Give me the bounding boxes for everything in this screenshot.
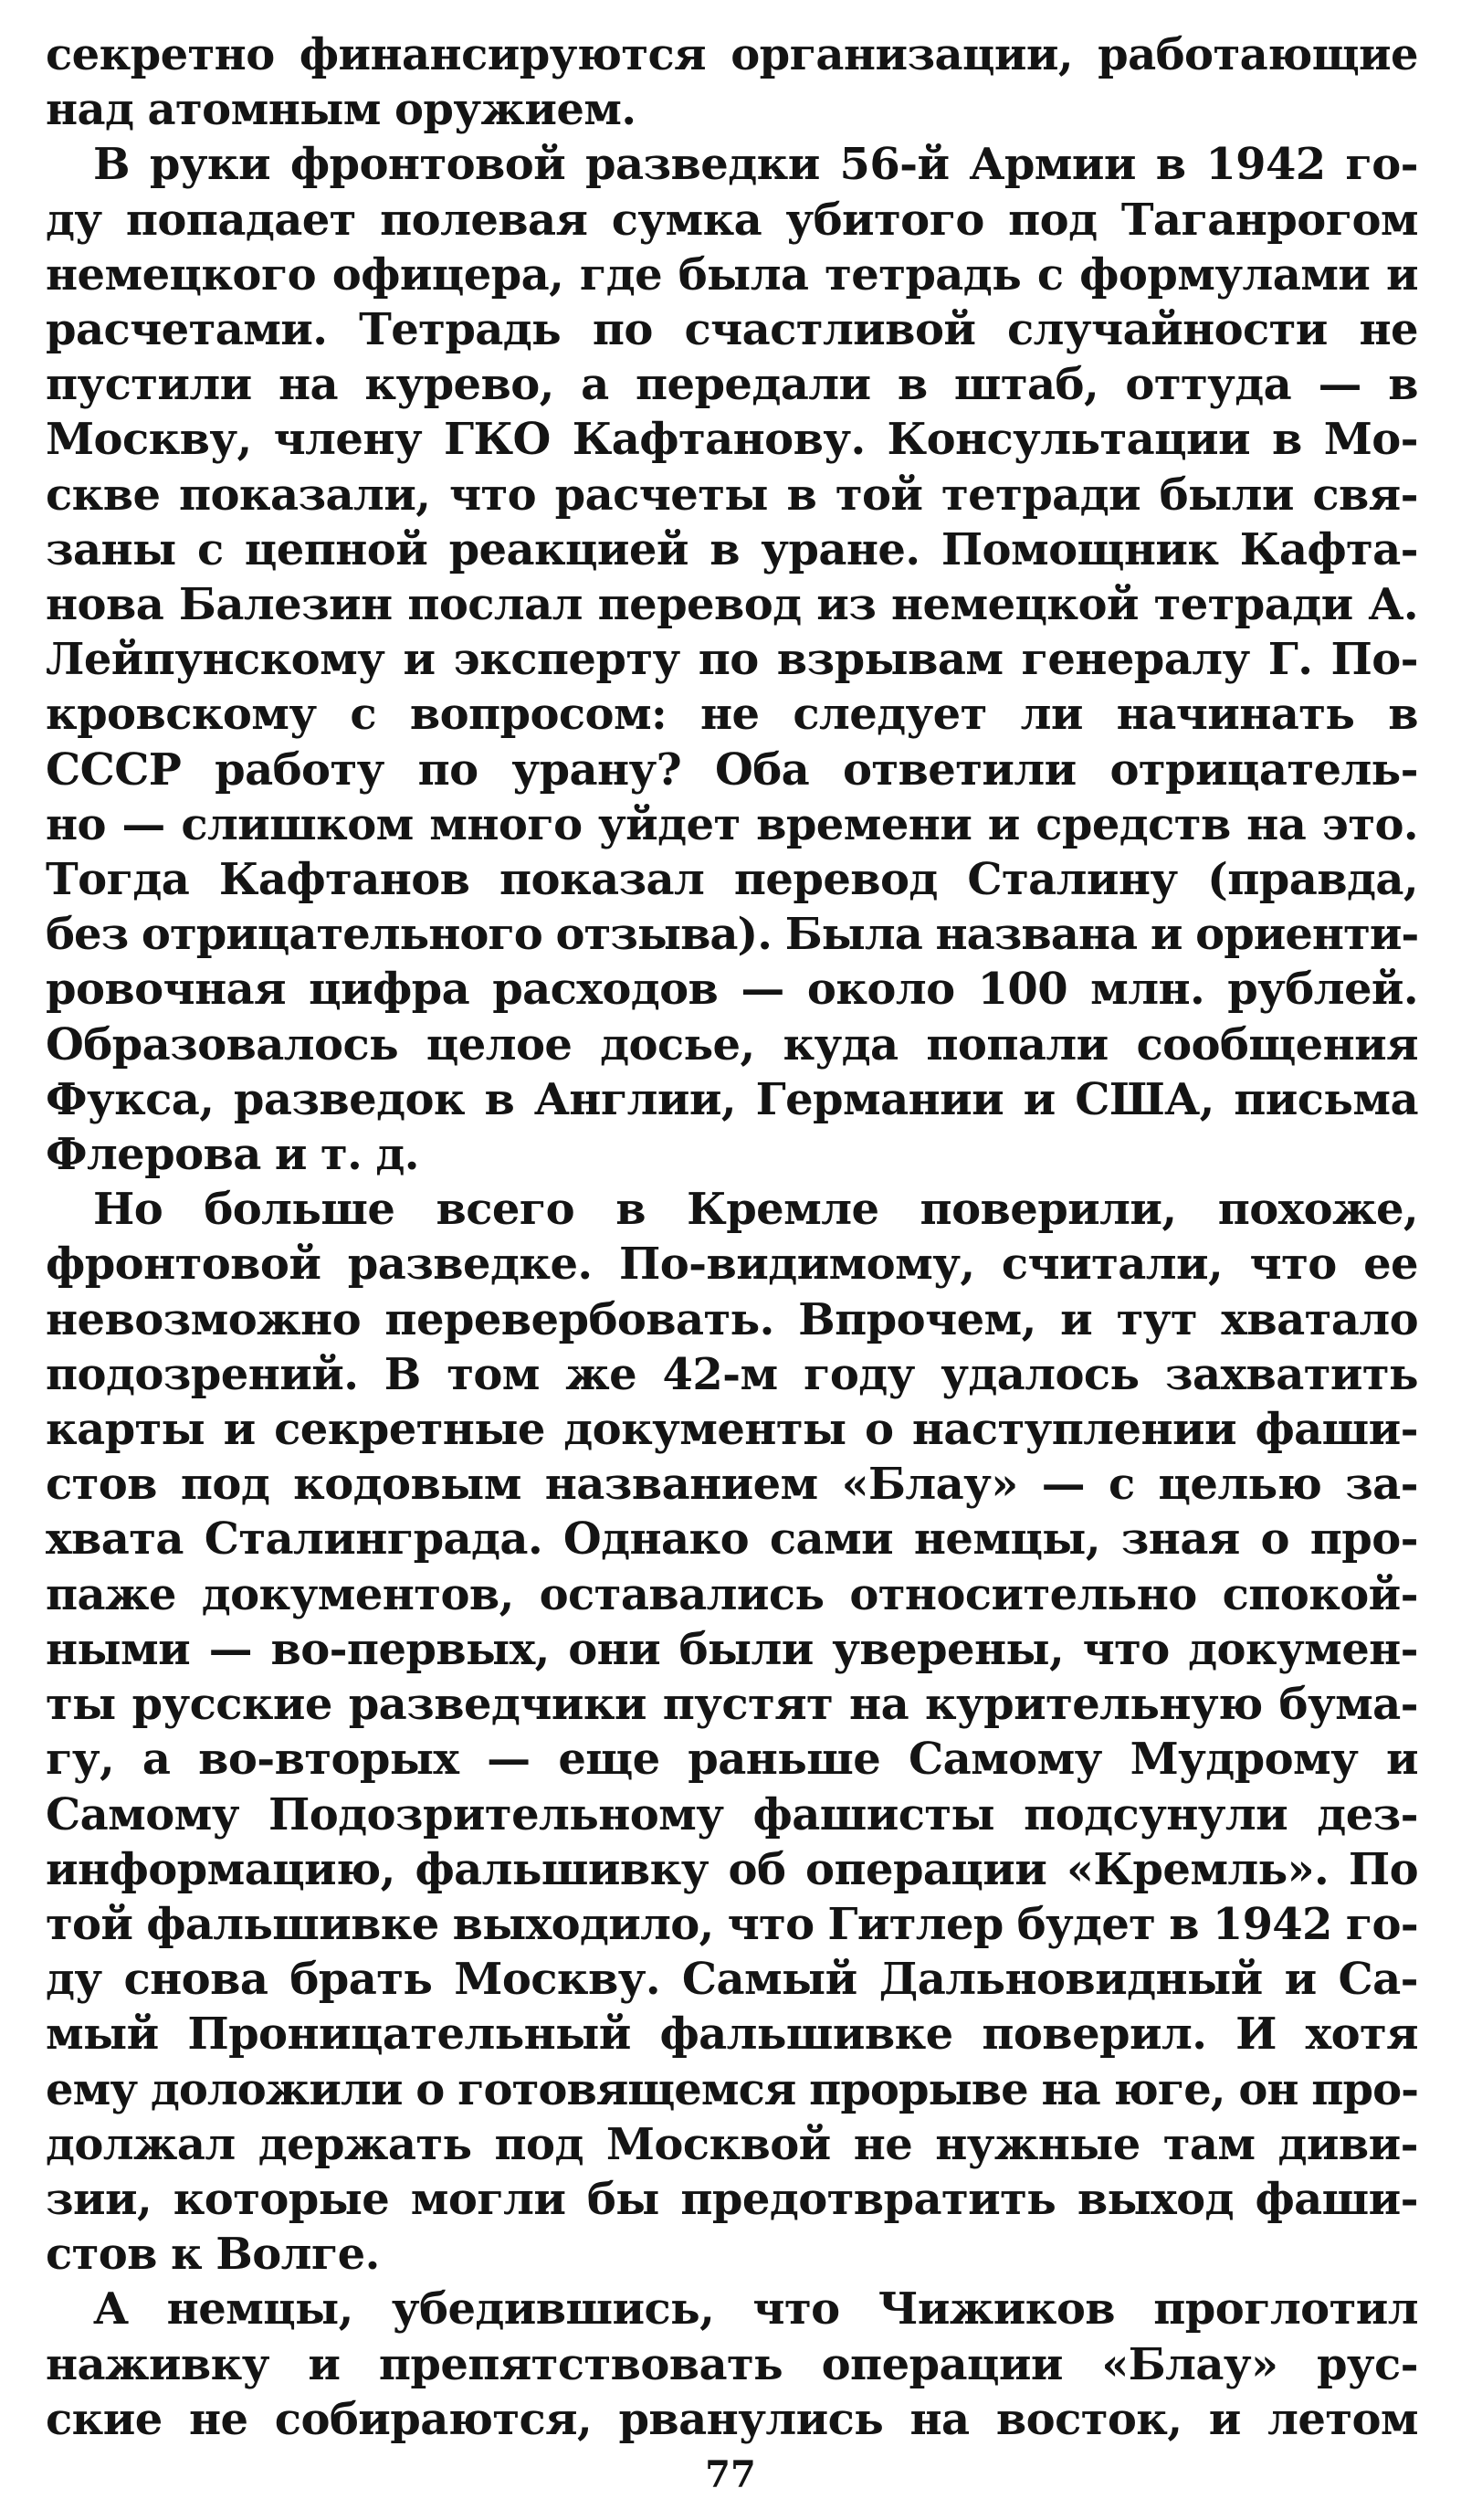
text-column [46, 27, 1418, 2447]
text-line: А немцы, убедившись, что Чижиков проглотил [93, 2283, 1418, 2335]
text-line: той фальшивке выходило, что Гитлер будет в 1942 го- [46, 1898, 1418, 1950]
text-line: Но больше всего в Кремле поверили, похоже, [93, 1184, 1418, 1236]
text-line: Москву, члену ГКО Кафтанову. Консультации в Мо- [46, 414, 1418, 466]
text-line: Тогда Кафтанов показал перевод Сталину (правда, [46, 854, 1418, 906]
text-line: стов к Волге. [46, 2229, 380, 2281]
text-line: ду снова брать Москву. Самый Дальновидный и Са- [46, 1954, 1418, 2006]
text-line: ему доложили о готовящемся прорыве на юге, он про- [46, 2063, 1419, 2115]
text-line: секретно финансируются организации, работающие [46, 29, 1418, 80]
text-line: Лейпунскому и эксперту по взрывам генералу Г. По- [46, 634, 1418, 686]
text-line: немецкого офицера, где была тетрадь с формулами и [46, 248, 1418, 301]
text-line: карты и секретные документы о наступлении фаши- [46, 1404, 1418, 1456]
text-line: но — слишком много уйдет времени и средств на это. [46, 798, 1418, 850]
paragraph [46, 27, 1418, 137]
text-line: мый Проницательный фальшивке поверил. И хотя [46, 2009, 1418, 2061]
text-line: над атомным оружием. [46, 84, 636, 136]
page-number: 77 [705, 2453, 756, 2496]
text-line: Самому Подозрительному фашисты подсунули дез- [46, 1788, 1418, 1840]
text-line: подозрений. В том же 42-м году удалось захватить [46, 1348, 1418, 1400]
text-line: ду попадает полевая сумка убитого под Таганрогом [46, 194, 1418, 246]
text-line: пустили на курево, а передали в штаб, оттуда — в [46, 359, 1418, 411]
text-line: В руки фронтовой разведки 56-й Армии в 1942 го- [93, 139, 1418, 191]
text-line: кровскому с вопросом: не следует ли начинать в [46, 689, 1418, 741]
text-line: информацию, фальшивку об операции «Кремль». По [46, 1843, 1418, 1895]
text-line: ровочная цифра расходов — около 100 млн. рублей. [46, 964, 1418, 1016]
text-line: зии, которые могли бы предотвратить выход фаши- [46, 2173, 1418, 2225]
text-line: скве показали, что расчеты в той тетради были свя- [46, 469, 1418, 521]
text-line: паже документов, оставались относительно спокой- [46, 1568, 1418, 1620]
text-line: ты русские разведчики пустят на курительную бума- [46, 1679, 1418, 1731]
text-line: невозможно перевербовать. Впрочем, и тут хватало [46, 1293, 1418, 1345]
text-line: расчетами. Тетрадь по счастливой случайности не [46, 304, 1418, 356]
text-line: Фукса, разведок в Англии, Германии и США, письма [46, 1073, 1418, 1125]
paragraph [46, 1182, 1418, 2282]
text-line: ными — во-первых, они были уверены, что докумен- [46, 1623, 1418, 1675]
page-body [46, 27, 1418, 2447]
paragraph [46, 2282, 1418, 2447]
text-line: гу, а во-вторых — еще раньше Самому Мудрому и [46, 1734, 1418, 1786]
text-line: стов под кодовым названием «Блау» — с целью за- [46, 1459, 1418, 1511]
text-line: нова Балезин послал перевод из немецкой тетради А. [46, 579, 1418, 631]
text-line: фронтовой разведке. По-видимому, считали, что ее [46, 1239, 1418, 1291]
text-line: Образовалось целое досье, куда попали сообщения [46, 1018, 1418, 1070]
paragraph [46, 137, 1418, 1182]
text-line: ские не собираются, рванулись на восток, и летом [46, 2393, 1418, 2445]
text-line: без отрицательного отзыва). Была названа и ориенти- [46, 909, 1419, 961]
text-line: заны с цепной реакцией в уране. Помощник Кафта- [46, 523, 1418, 575]
text-line: Флерова и т. д. [46, 1129, 419, 1181]
text-line: СССР работу по урану? Оба ответили отрицатель- [46, 743, 1418, 796]
text-line: хвата Сталинграда. Однако сами немцы, зная о про- [46, 1513, 1418, 1566]
text-line: должал держать под Москвой не нужные там диви- [46, 2118, 1418, 2170]
text-line: наживку и препятствовать операции «Блау» рус- [46, 2338, 1418, 2390]
